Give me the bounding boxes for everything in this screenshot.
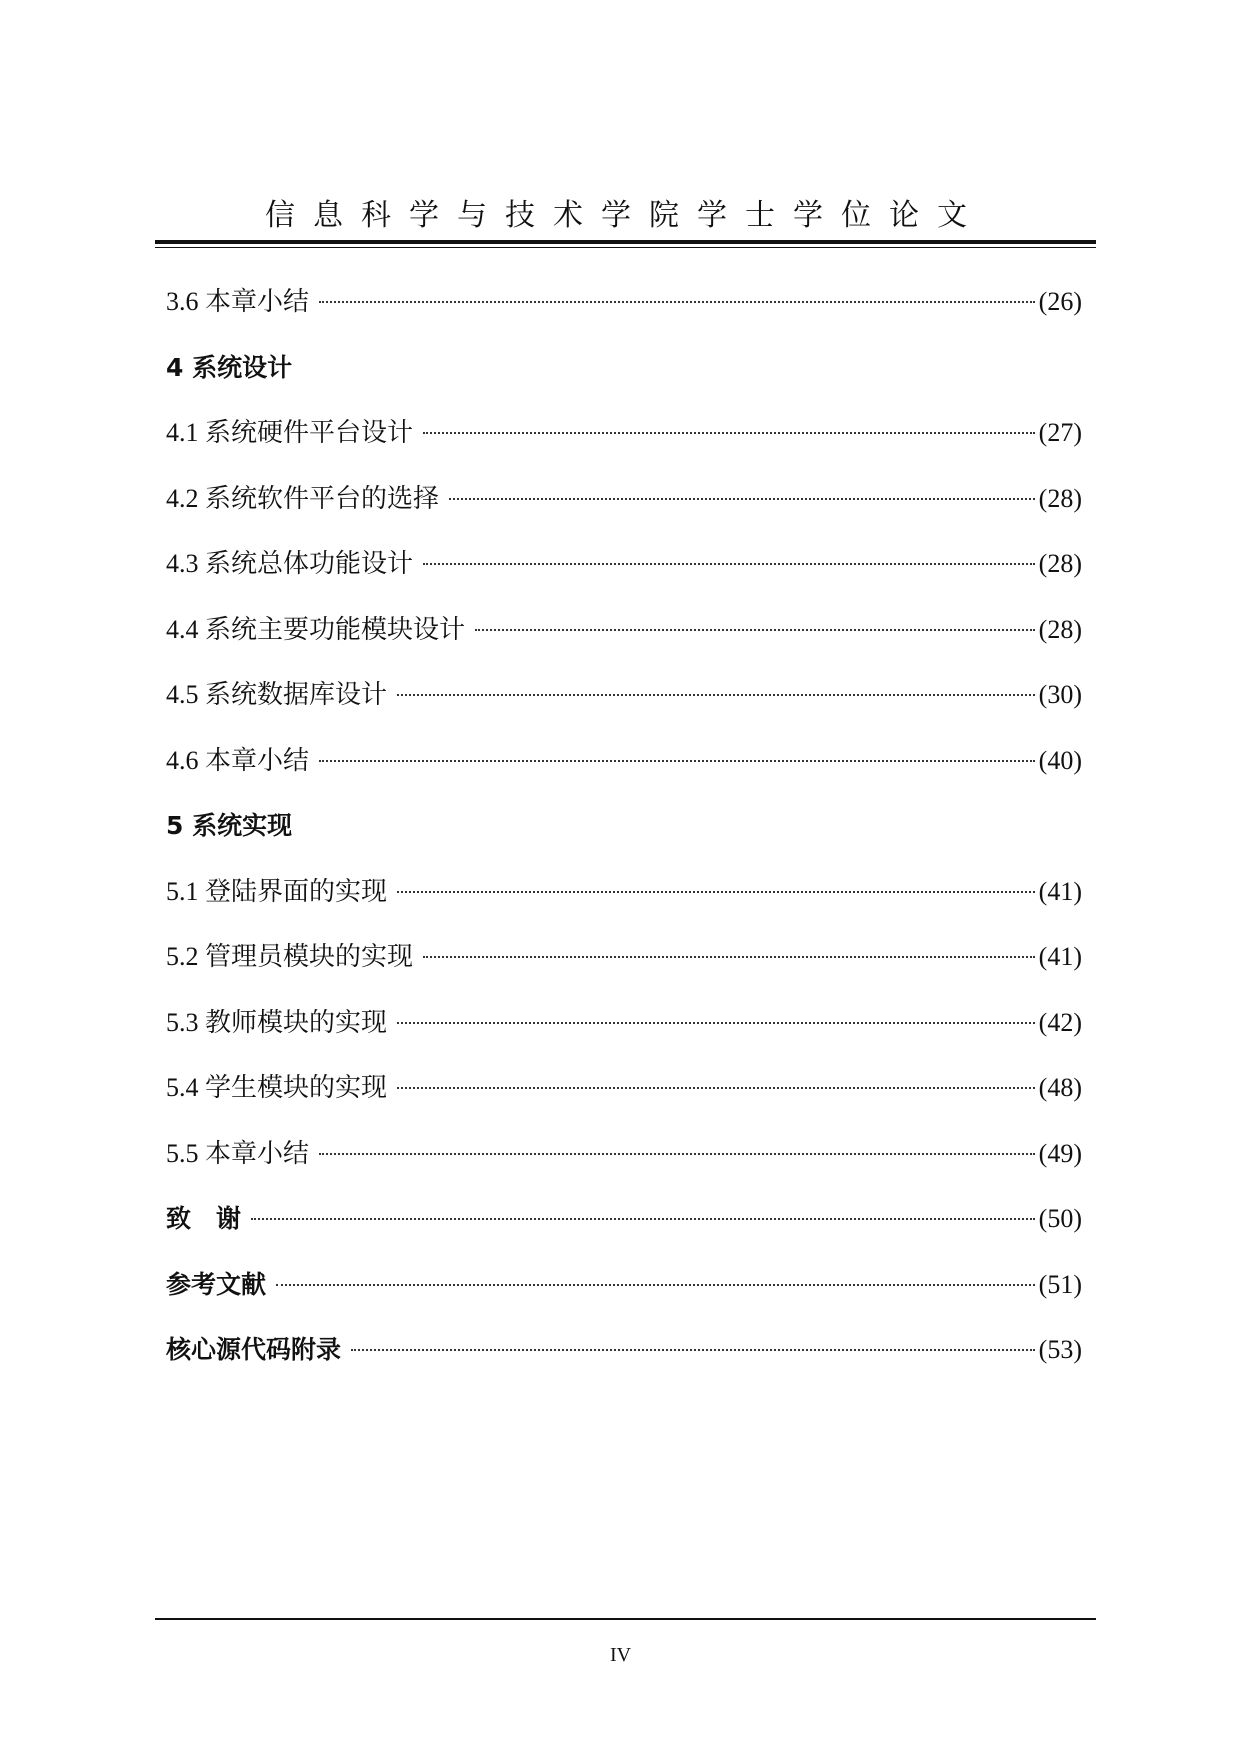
toc-entry-label: 参考文献 bbox=[166, 1269, 267, 1299]
toc-entry-label: 4.5 系统数据库设计 bbox=[166, 680, 388, 709]
toc-dot-leader bbox=[397, 694, 1035, 696]
toc-entry bbox=[166, 1265, 1082, 1331]
toc-entry bbox=[166, 1134, 1082, 1200]
toc-dot-leader bbox=[397, 1087, 1035, 1089]
toc-dot-leader bbox=[475, 629, 1035, 631]
toc-entry bbox=[166, 872, 1082, 938]
toc-dot-leader bbox=[423, 956, 1035, 958]
toc-entry bbox=[166, 479, 1082, 545]
page-number: IV bbox=[609, 1644, 632, 1666]
toc-entry bbox=[166, 1068, 1082, 1134]
toc-entry-page: (41) bbox=[1038, 876, 1082, 906]
toc-entry-label: 致 谢 bbox=[166, 1204, 242, 1233]
toc-entry-page: (30) bbox=[1038, 680, 1082, 709]
toc-entry bbox=[166, 610, 1082, 676]
toc-entry-label: 4.6 本章小结 bbox=[166, 745, 310, 775]
toc-entry-label: 5.2 管理员模块的实现 bbox=[166, 942, 414, 971]
toc-entry-page: (49) bbox=[1038, 1138, 1082, 1168]
toc-dot-leader bbox=[319, 760, 1035, 762]
header-rule-thick bbox=[155, 240, 1096, 244]
toc-dot-leader bbox=[397, 891, 1035, 893]
toc-entry-label: 4.3 系统总体功能设计 bbox=[166, 549, 414, 578]
toc-dot-leader bbox=[319, 301, 1035, 303]
toc-entry-page: (50) bbox=[1038, 1204, 1082, 1233]
header-rule-thin bbox=[155, 247, 1096, 248]
toc-dot-leader bbox=[397, 1022, 1035, 1024]
toc-entry-label: 4.4 系统主要功能模块设计 bbox=[166, 614, 466, 644]
toc-entry-page: (42) bbox=[1038, 1007, 1082, 1037]
toc-entry-label: 5 系统实现 bbox=[166, 811, 293, 840]
toc-entry bbox=[166, 544, 1082, 610]
toc-entry-page: (40) bbox=[1038, 745, 1082, 775]
toc-entry-page: (41) bbox=[1038, 942, 1082, 971]
toc-chapter-heading bbox=[166, 348, 1082, 414]
toc-entry-page: (27) bbox=[1038, 418, 1082, 447]
toc-entry-page: (26) bbox=[1038, 287, 1082, 316]
toc-chapter-heading bbox=[166, 806, 1082, 872]
toc-dot-leader bbox=[276, 1284, 1035, 1286]
footer-rule bbox=[155, 1618, 1096, 1620]
toc-dot-leader bbox=[351, 1349, 1035, 1351]
toc-dot-leader bbox=[319, 1153, 1035, 1155]
toc-entry bbox=[166, 741, 1082, 807]
toc-entry-page: (48) bbox=[1038, 1073, 1082, 1102]
running-header-title: 信息科学与技术学院学士学位论文 bbox=[265, 199, 985, 232]
toc-dot-leader bbox=[449, 498, 1035, 500]
toc-entry-label: 3.6 本章小结 bbox=[166, 287, 310, 316]
toc-entry-label: 核心源代码附录 bbox=[166, 1335, 342, 1364]
toc-entry bbox=[166, 1330, 1082, 1396]
toc-entry bbox=[166, 675, 1082, 741]
toc-entry-label: 4 系统设计 bbox=[166, 352, 293, 382]
toc-dot-leader bbox=[251, 1218, 1035, 1220]
toc-entry-label: 5.1 登陆界面的实现 bbox=[166, 876, 388, 906]
toc-entry-page: (28) bbox=[1038, 549, 1082, 578]
toc-entry bbox=[166, 413, 1082, 479]
toc-entry-label: 4.1 系统硬件平台设计 bbox=[166, 418, 414, 447]
table-of-contents bbox=[166, 282, 1082, 1396]
toc-entry-label: 4.2 系统软件平台的选择 bbox=[166, 483, 440, 513]
toc-entry-label: 5.3 教师模块的实现 bbox=[166, 1007, 388, 1037]
toc-entry-page: (28) bbox=[1038, 483, 1082, 513]
toc-entry-page: (51) bbox=[1038, 1269, 1082, 1299]
toc-entry-page: (28) bbox=[1038, 614, 1082, 644]
toc-entry-page: (53) bbox=[1038, 1335, 1082, 1364]
toc-entry bbox=[166, 1199, 1082, 1265]
toc-dot-leader bbox=[423, 563, 1035, 565]
toc-entry-label: 5.4 学生模块的实现 bbox=[166, 1073, 388, 1102]
toc-dot-leader bbox=[423, 432, 1035, 434]
toc-entry bbox=[166, 282, 1082, 348]
toc-entry-label: 5.5 本章小结 bbox=[166, 1138, 310, 1168]
toc-entry bbox=[166, 937, 1082, 1003]
toc-entry bbox=[166, 1003, 1082, 1069]
